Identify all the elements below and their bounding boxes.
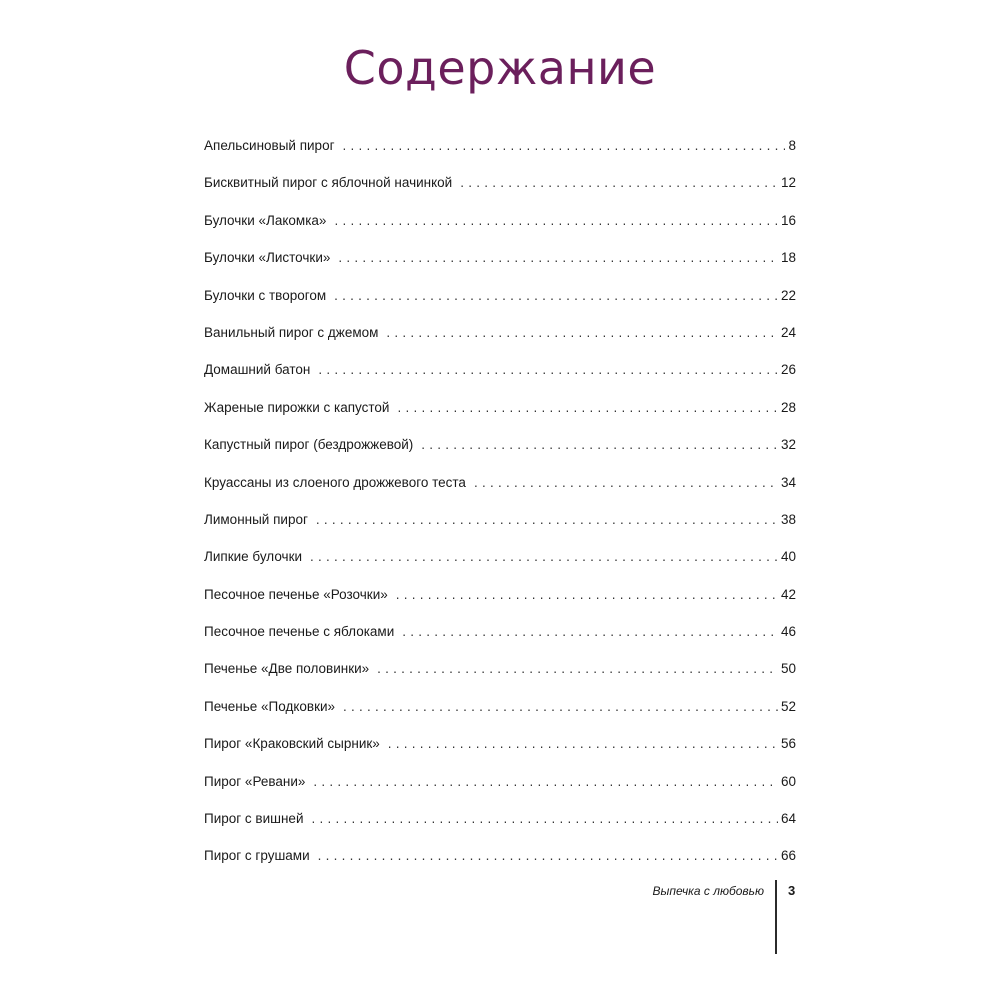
toc-entry xyxy=(204,846,796,883)
toc-entry-page: 16 xyxy=(780,212,796,228)
toc-entry-title: Булочки «Лакомка» xyxy=(204,212,327,228)
toc-entry-page: 28 xyxy=(780,399,796,415)
toc-entry-page: 26 xyxy=(780,362,796,378)
toc-entry-page: 8 xyxy=(788,138,796,153)
table-of-contents xyxy=(204,136,796,884)
toc-entry xyxy=(204,772,796,809)
toc-entry-title: Песочное печенье «Розочки» xyxy=(204,586,388,602)
toc-entry-title: Печенье «Две половинки» xyxy=(204,661,370,677)
dot-leader xyxy=(316,510,778,530)
footer-divider xyxy=(775,880,777,954)
toc-entry-title: Капустный пирог (бездрожжевой) xyxy=(204,437,414,453)
toc-entry-page: 60 xyxy=(780,773,796,789)
toc-entry xyxy=(204,697,796,734)
toc-entry-page: 42 xyxy=(780,586,796,602)
toc-entry-title: Липкие булочки xyxy=(204,549,303,565)
toc-entry-page: 66 xyxy=(780,848,796,864)
toc-entry-title: Пирог «Краковский сырник» xyxy=(204,736,380,752)
toc-entry xyxy=(204,248,796,285)
toc-entry xyxy=(204,809,796,846)
dot-leader xyxy=(318,846,778,866)
toc-entry-page: 34 xyxy=(780,474,796,490)
toc-entry-page: 38 xyxy=(780,511,796,527)
dot-leader xyxy=(334,211,778,231)
toc-entry-page: 40 xyxy=(780,549,796,565)
dot-leader xyxy=(311,809,777,829)
toc-entry xyxy=(204,286,796,323)
dot-leader xyxy=(402,622,778,642)
toc-entry-page: 52 xyxy=(780,698,796,714)
toc-entry-page: 64 xyxy=(780,811,796,827)
dot-leader xyxy=(318,360,778,380)
dot-leader xyxy=(386,323,778,343)
toc-entry-title: Жареные пирожки с капустой xyxy=(204,399,390,415)
dot-leader xyxy=(377,659,778,679)
toc-entry xyxy=(204,173,796,210)
toc-entry xyxy=(204,473,796,510)
toc-entry-page: 50 xyxy=(780,661,796,677)
footer-book-title: Выпечка с любовью xyxy=(652,884,764,898)
toc-entry xyxy=(204,510,796,547)
toc-entry-page: 46 xyxy=(780,624,796,640)
toc-entry-title: Булочки с творогом xyxy=(204,287,327,303)
toc-entry-title: Бисквитный пирог с яблочной начинкой xyxy=(204,175,453,191)
dot-leader xyxy=(396,585,778,605)
footer-page-number: 3 xyxy=(788,883,796,898)
toc-entry-title: Апельсиновый пирог xyxy=(204,138,335,153)
dot-leader xyxy=(338,248,778,268)
toc-entry xyxy=(204,323,796,360)
toc-entry xyxy=(204,360,796,397)
dot-leader xyxy=(474,473,778,493)
toc-entry xyxy=(204,398,796,435)
toc-entry-title: Пирог с вишней xyxy=(204,811,304,827)
dot-leader xyxy=(310,547,778,567)
dot-leader xyxy=(343,697,778,717)
toc-entry xyxy=(204,659,796,696)
toc-entry xyxy=(204,547,796,584)
toc-entry-title: Круассаны из слоеного дрожжевого теста xyxy=(204,474,466,490)
toc-entry-page: 56 xyxy=(780,736,796,752)
toc-entry xyxy=(204,435,796,472)
toc-entry-title: Булочки «Листочки» xyxy=(204,250,331,266)
toc-entry-page: 22 xyxy=(780,287,796,303)
toc-entry-title: Домашний батон xyxy=(204,362,311,378)
toc-entry xyxy=(204,622,796,659)
toc-entry-title: Печенье «Подковки» xyxy=(204,698,336,714)
toc-entry-page: 12 xyxy=(780,175,796,191)
dot-leader xyxy=(343,136,786,156)
toc-entry xyxy=(204,136,796,173)
toc-entry xyxy=(204,211,796,248)
toc-entry-title: Пирог «Ревани» xyxy=(204,773,306,789)
dot-leader xyxy=(334,286,778,306)
dot-leader xyxy=(421,435,778,455)
toc-entry-page: 32 xyxy=(780,437,796,453)
toc-entry-title: Лимонный пирог xyxy=(204,511,308,527)
dot-leader xyxy=(397,398,778,418)
toc-entry xyxy=(204,585,796,622)
page-title: Содержание xyxy=(343,41,657,95)
toc-entry-page: 24 xyxy=(780,324,796,340)
toc-entry-title: Пирог с грушами xyxy=(204,848,310,864)
dot-leader xyxy=(460,173,778,193)
toc-entry-title: Песочное печенье с яблоками xyxy=(204,624,395,640)
dot-leader xyxy=(388,734,778,754)
dot-leader xyxy=(313,772,778,792)
toc-entry xyxy=(204,734,796,771)
toc-entry-page: 18 xyxy=(780,250,796,266)
toc-entry-title: Ванильный пирог с джемом xyxy=(204,324,379,340)
